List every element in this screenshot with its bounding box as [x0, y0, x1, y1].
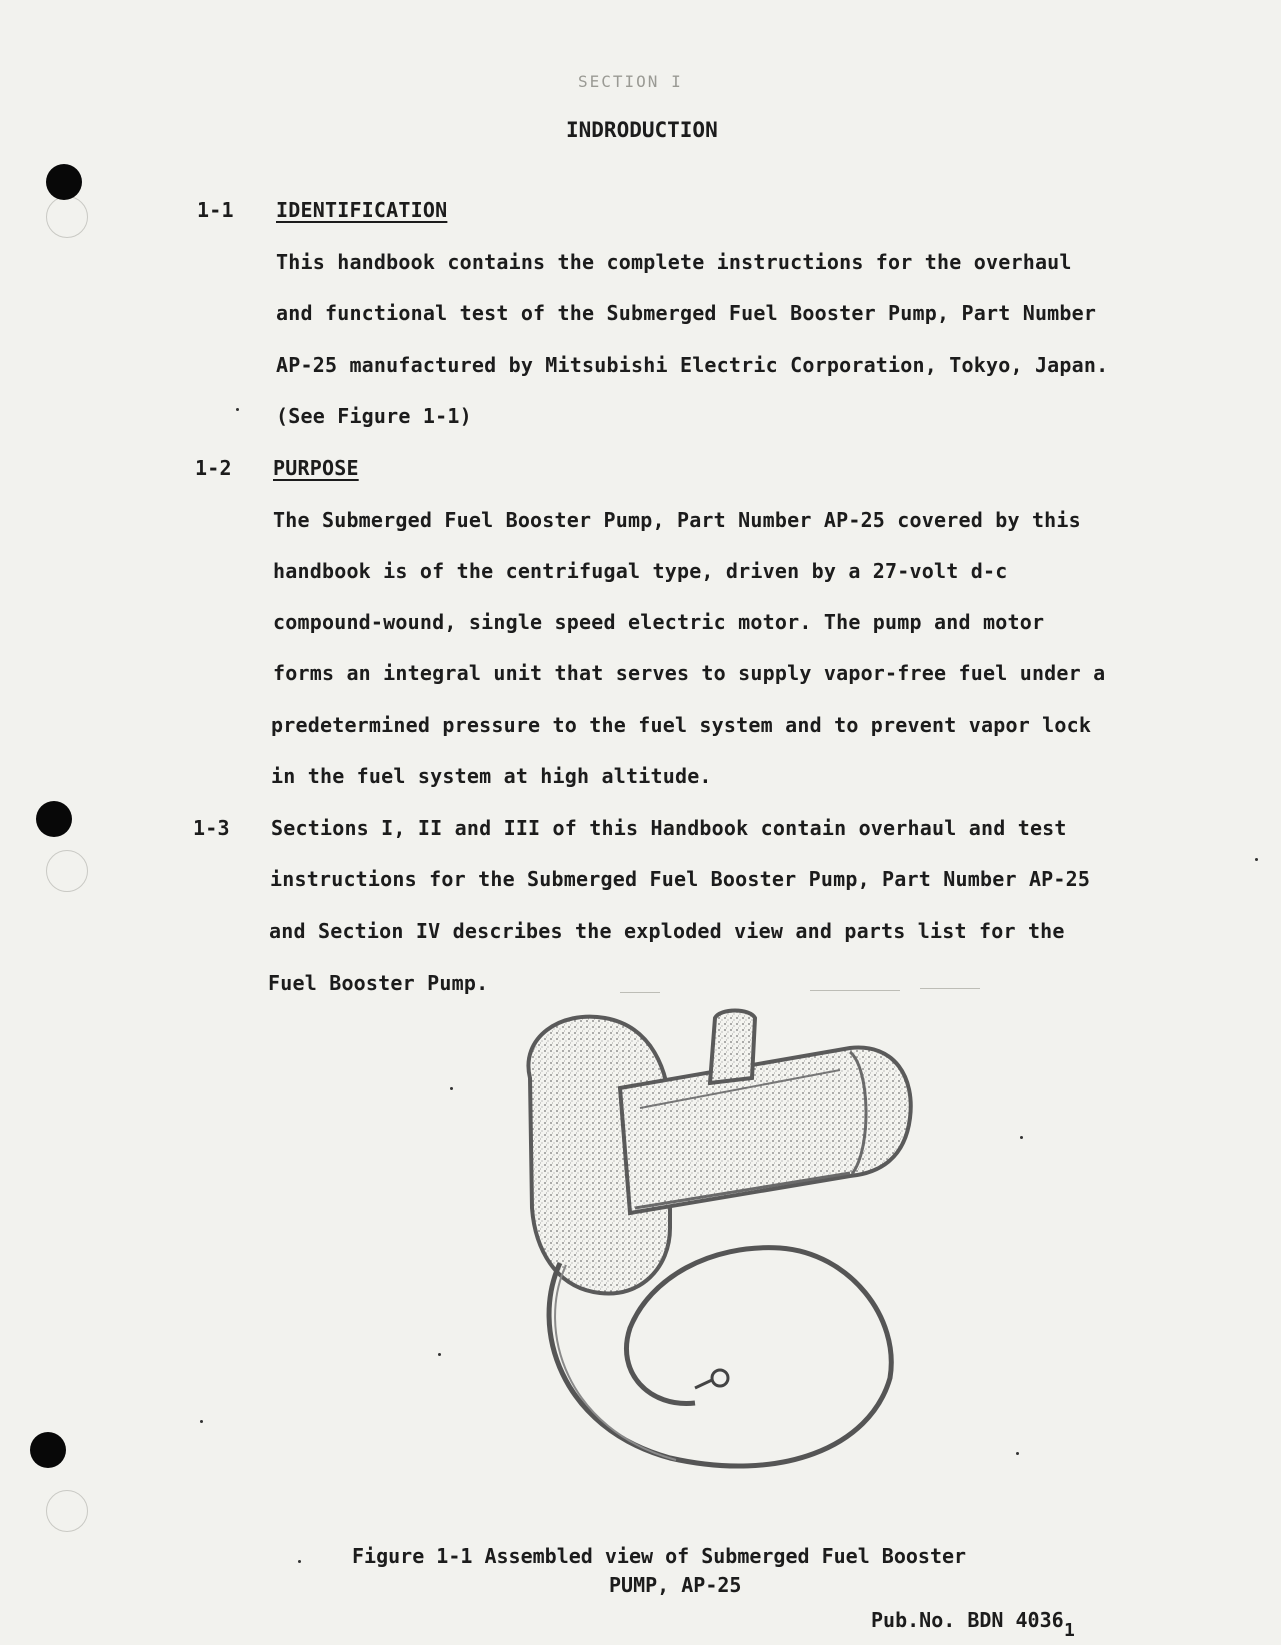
punch-hole-top: [46, 164, 82, 200]
purpose-line-5: predetermined pressure to the fuel system and to prevent vapor lock: [271, 713, 1092, 737]
outlet-fitting: [710, 1011, 755, 1084]
punch-hole-bottom: [30, 1432, 66, 1468]
scan-speck: [1020, 1136, 1023, 1139]
purpose-line-2: handbook is of the centrifugal type, driven by a 27-volt d-c: [273, 559, 1008, 583]
scan-speck: [298, 1560, 301, 1563]
pump-figure-image: [520, 1008, 960, 1478]
figure-caption-line-2: PUMP, AP-25: [609, 1573, 742, 1597]
punch-hole-shadow-bottom: [46, 1490, 88, 1532]
sections-line-2: instructions for the Submerged Fuel Booster Pump, Part Number AP-25: [270, 867, 1091, 891]
scan-artifact-line: [810, 990, 900, 991]
purpose-line-6: in the fuel system at high altitude.: [271, 764, 712, 788]
scan-speck: [1016, 1452, 1019, 1455]
terminal-lug: [712, 1370, 728, 1386]
punch-hole-shadow-middle: [46, 850, 88, 892]
identification-line-2: and functional test of the Submerged Fuel Booster Pump, Part Number: [276, 301, 1097, 325]
scan-speck: [450, 1087, 453, 1090]
scan-speck: [236, 408, 239, 411]
sections-line-4: Fuel Booster Pump.: [268, 971, 489, 995]
paragraph-number-1-3: 1-3: [193, 816, 230, 840]
identification-line-3: AP-25 manufactured by Mitsubishi Electric Corporation, Tokyo, Japan.: [276, 353, 1109, 377]
sections-line-1: Sections I, II and III of this Handbook contain overhaul and test: [271, 816, 1067, 840]
punch-hole-shadow-top: [46, 196, 88, 238]
identification-line-1: This handbook contains the complete instructions for the overhaul: [276, 250, 1072, 274]
section-label: SECTION I: [578, 72, 683, 91]
scan-artifact-line: [620, 992, 660, 993]
scan-speck: [200, 1420, 203, 1423]
purpose-line-1: The Submerged Fuel Booster Pump, Part Number AP-25 covered by this: [273, 508, 1081, 532]
scan-speck: [1255, 858, 1258, 861]
punch-hole-middle: [36, 801, 72, 837]
paragraph-number-1-2: 1-2: [195, 456, 232, 480]
identification-line-4: (See Figure 1-1): [276, 404, 472, 428]
publication-number: Pub.No. BDN 4036: [871, 1608, 1064, 1632]
heading-identification: IDENTIFICATION: [276, 198, 448, 222]
heading-purpose: PURPOSE: [273, 456, 359, 480]
sections-line-3: and Section IV describes the exploded view and parts list for the: [269, 919, 1065, 943]
figure-caption-line-1: Figure 1-1 Assembled view of Submerged Fuel Booster: [352, 1544, 967, 1568]
purpose-line-4: forms an integral unit that serves to supply vapor-free fuel under a: [273, 661, 1106, 685]
paragraph-number-1-1: 1-1: [197, 198, 234, 222]
scan-speck: [438, 1353, 441, 1356]
page-number: 1: [1064, 1620, 1075, 1641]
purpose-line-3: compound-wound, single speed electric motor. The pump and motor: [273, 610, 1045, 634]
scan-artifact-line: [920, 988, 980, 989]
page-title: INDRODUCTION: [566, 118, 718, 142]
